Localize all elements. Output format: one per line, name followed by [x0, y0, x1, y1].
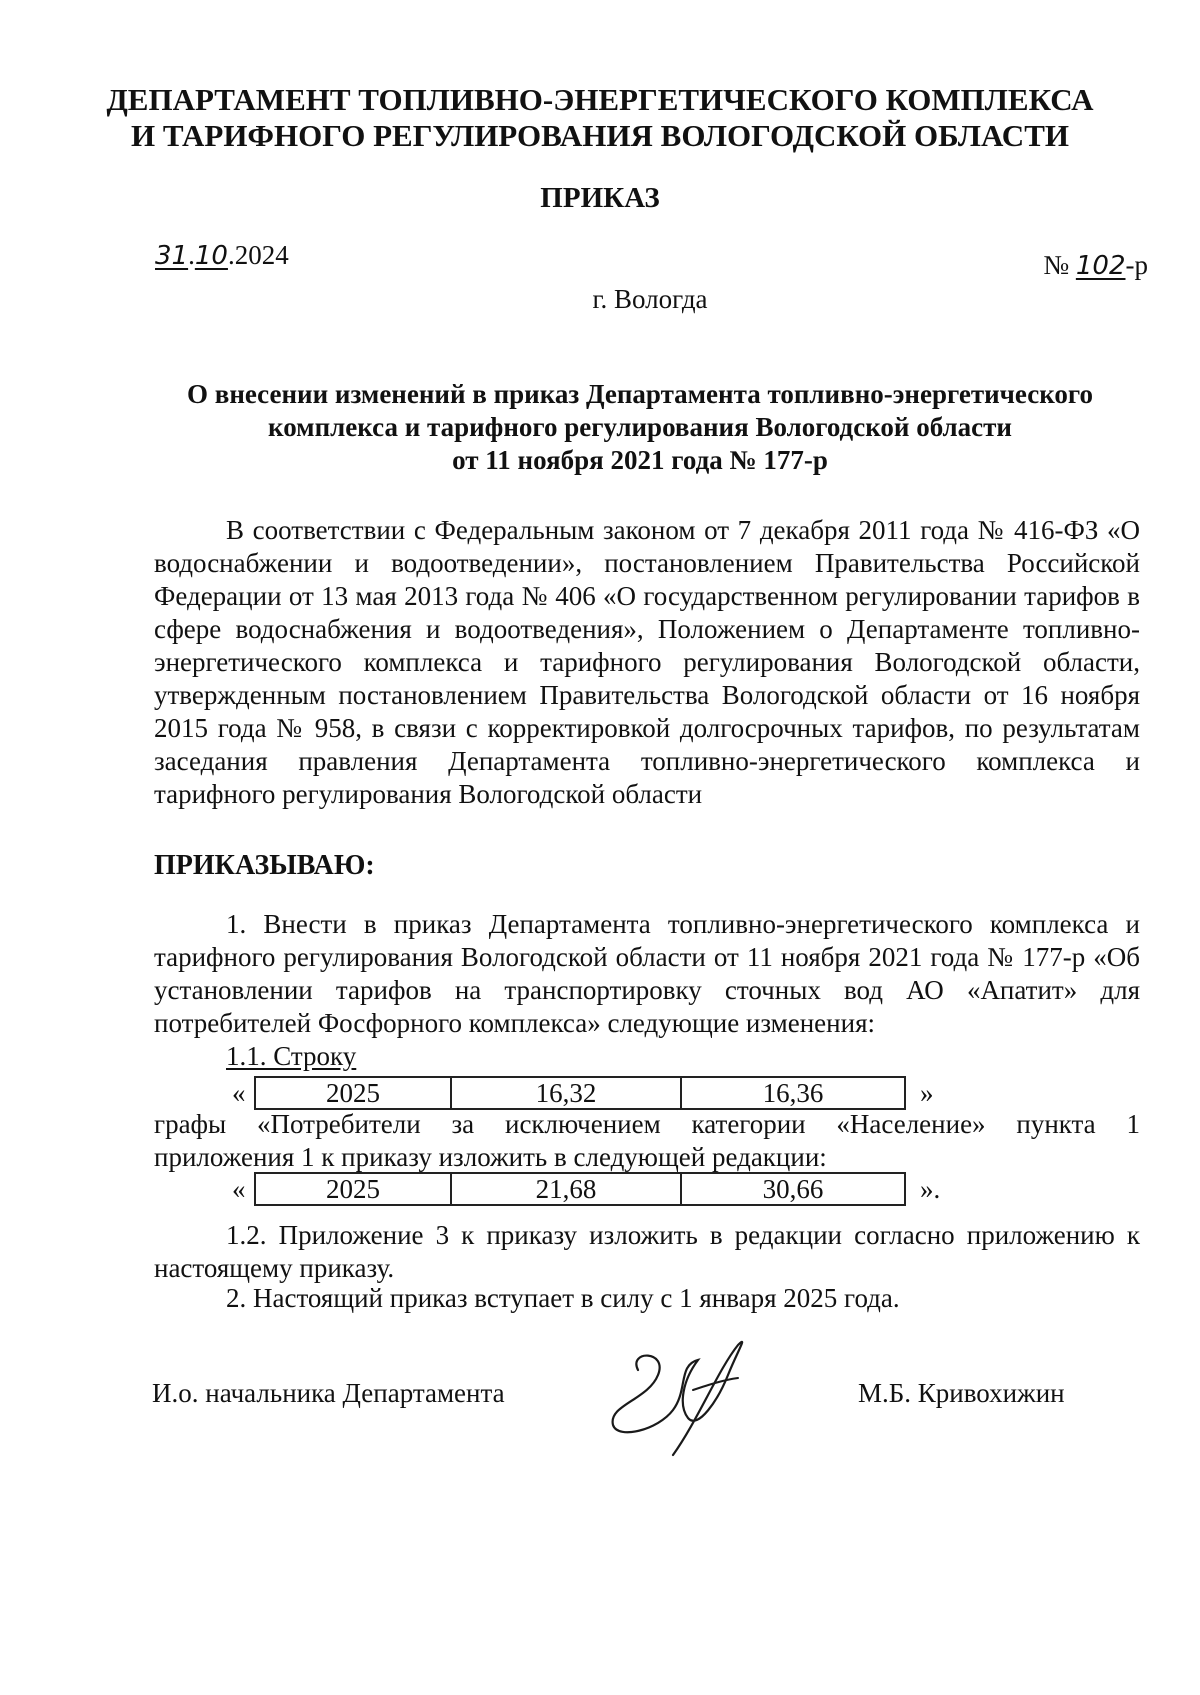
number-prefix: № [1043, 250, 1076, 280]
old-row-open-quote: « [232, 1077, 246, 1108]
new-row-table [254, 1172, 906, 1206]
subject-line-3: от 11 ноября 2021 года № 177-р [452, 445, 828, 475]
item-1-1-label: 1.1. Строку [226, 1041, 357, 1071]
department-header [0, 82, 1200, 154]
old-row-value-2: 16,36 [681, 1077, 905, 1109]
number-suffix: -р [1125, 250, 1148, 280]
table-row [255, 1077, 905, 1109]
order-date [155, 240, 289, 271]
column-text-line-1 [154, 1108, 1140, 1141]
table-row [255, 1173, 905, 1205]
old-row [232, 1076, 934, 1110]
signature-icon [598, 1330, 778, 1460]
date-year: .2024 [227, 240, 289, 270]
preamble-paragraph: В соответствии с Федеральным законом от 7 декабря 2011 года № 416-ФЗ «О водоснабжении и водоотведении», постановлением Правительства Российской Федерации от 13 мая 2013 года № 406 «О государственном регулировании тарифов в сфере водоснабжения и водоотведения», Положением о Департаменте топливно-энергетического комплекса и тарифного регулирования Вологодской области, утвержденным постановлением Правительства Вологодской области от 16 ноября 2015 года № 958, в связи с корректировкой долгосрочных тарифов, по результатам заседания правления Департамента топливно-энергетического комплекса и тарифного регулирования Вологодской области [154, 515, 1140, 809]
new-row [232, 1172, 940, 1206]
order-subject [140, 378, 1140, 477]
old-row-value-1: 16,32 [451, 1077, 681, 1109]
date-separator: . [188, 240, 195, 270]
subject-line-1: О внесении изменений в приказ Департамента топливно-энергетического [186, 379, 1093, 409]
new-row-open-quote: « [232, 1173, 246, 1204]
date-month-handwritten: 10 [194, 241, 228, 271]
signatory-position: И.о. начальника Департамента [152, 1378, 505, 1408]
number-handwritten: 102 [1075, 251, 1126, 281]
column-text-line-2: приложения 1 к приказу изложить в следующей редакции: [154, 1142, 827, 1172]
new-row-value-1: 21,68 [451, 1173, 681, 1205]
old-row-table [254, 1076, 906, 1110]
old-row-close-quote: » [920, 1077, 934, 1108]
order-title: ПРИКАЗ [540, 182, 660, 214]
city: г. Вологда [592, 284, 708, 314]
item-1-paragraph: 1. Внести в приказ Департамента топливно-энергетического комплекса и тарифного регулирования Вологодской области от 11 ноября 2021 года № 177-р «Об установлении тарифов на транспортировку сточных вод АО «Апатит» для потребителей Фосфорного комплекса» следующие изменения: [154, 909, 1140, 1038]
item-1-2-paragraph: 1.2. Приложение 3 к приказу изложить в редакции согласно приложению к настоящему приказу. [154, 1220, 1140, 1283]
department-line-2: И ТАРИФНОГО РЕГУЛИРОВАНИЯ ВОЛОГОДСКОЙ ОБЛАСТИ [131, 118, 1069, 153]
column-text-line-1-text: графы «Потребители за исключением категории «Население» пункта 1 [154, 1109, 1140, 1139]
old-row-year: 2025 [255, 1077, 451, 1109]
item-2-paragraph: 2. Настоящий приказ вступает в силу с 1 января 2025 года. [226, 1283, 900, 1313]
signatory-name: М.Б. Кривохижин [858, 1378, 1065, 1408]
order-number [1043, 250, 1148, 281]
handwritten-signature [598, 1330, 778, 1465]
subject-line-2: комплекса и тарифного регулирования Вологодской области [268, 412, 1012, 442]
new-row-value-2: 30,66 [681, 1173, 905, 1205]
orders-verb: ПРИКАЗЫВАЮ: [154, 850, 375, 881]
new-row-year: 2025 [255, 1173, 451, 1205]
date-day-handwritten: 31 [155, 241, 189, 271]
new-row-close-quote: ». [920, 1173, 941, 1204]
department-line-1: ДЕПАРТАМЕНТ ТОПЛИВНО-ЭНЕРГЕТИЧЕСКОГО КОМПЛЕКСА [106, 82, 1094, 117]
